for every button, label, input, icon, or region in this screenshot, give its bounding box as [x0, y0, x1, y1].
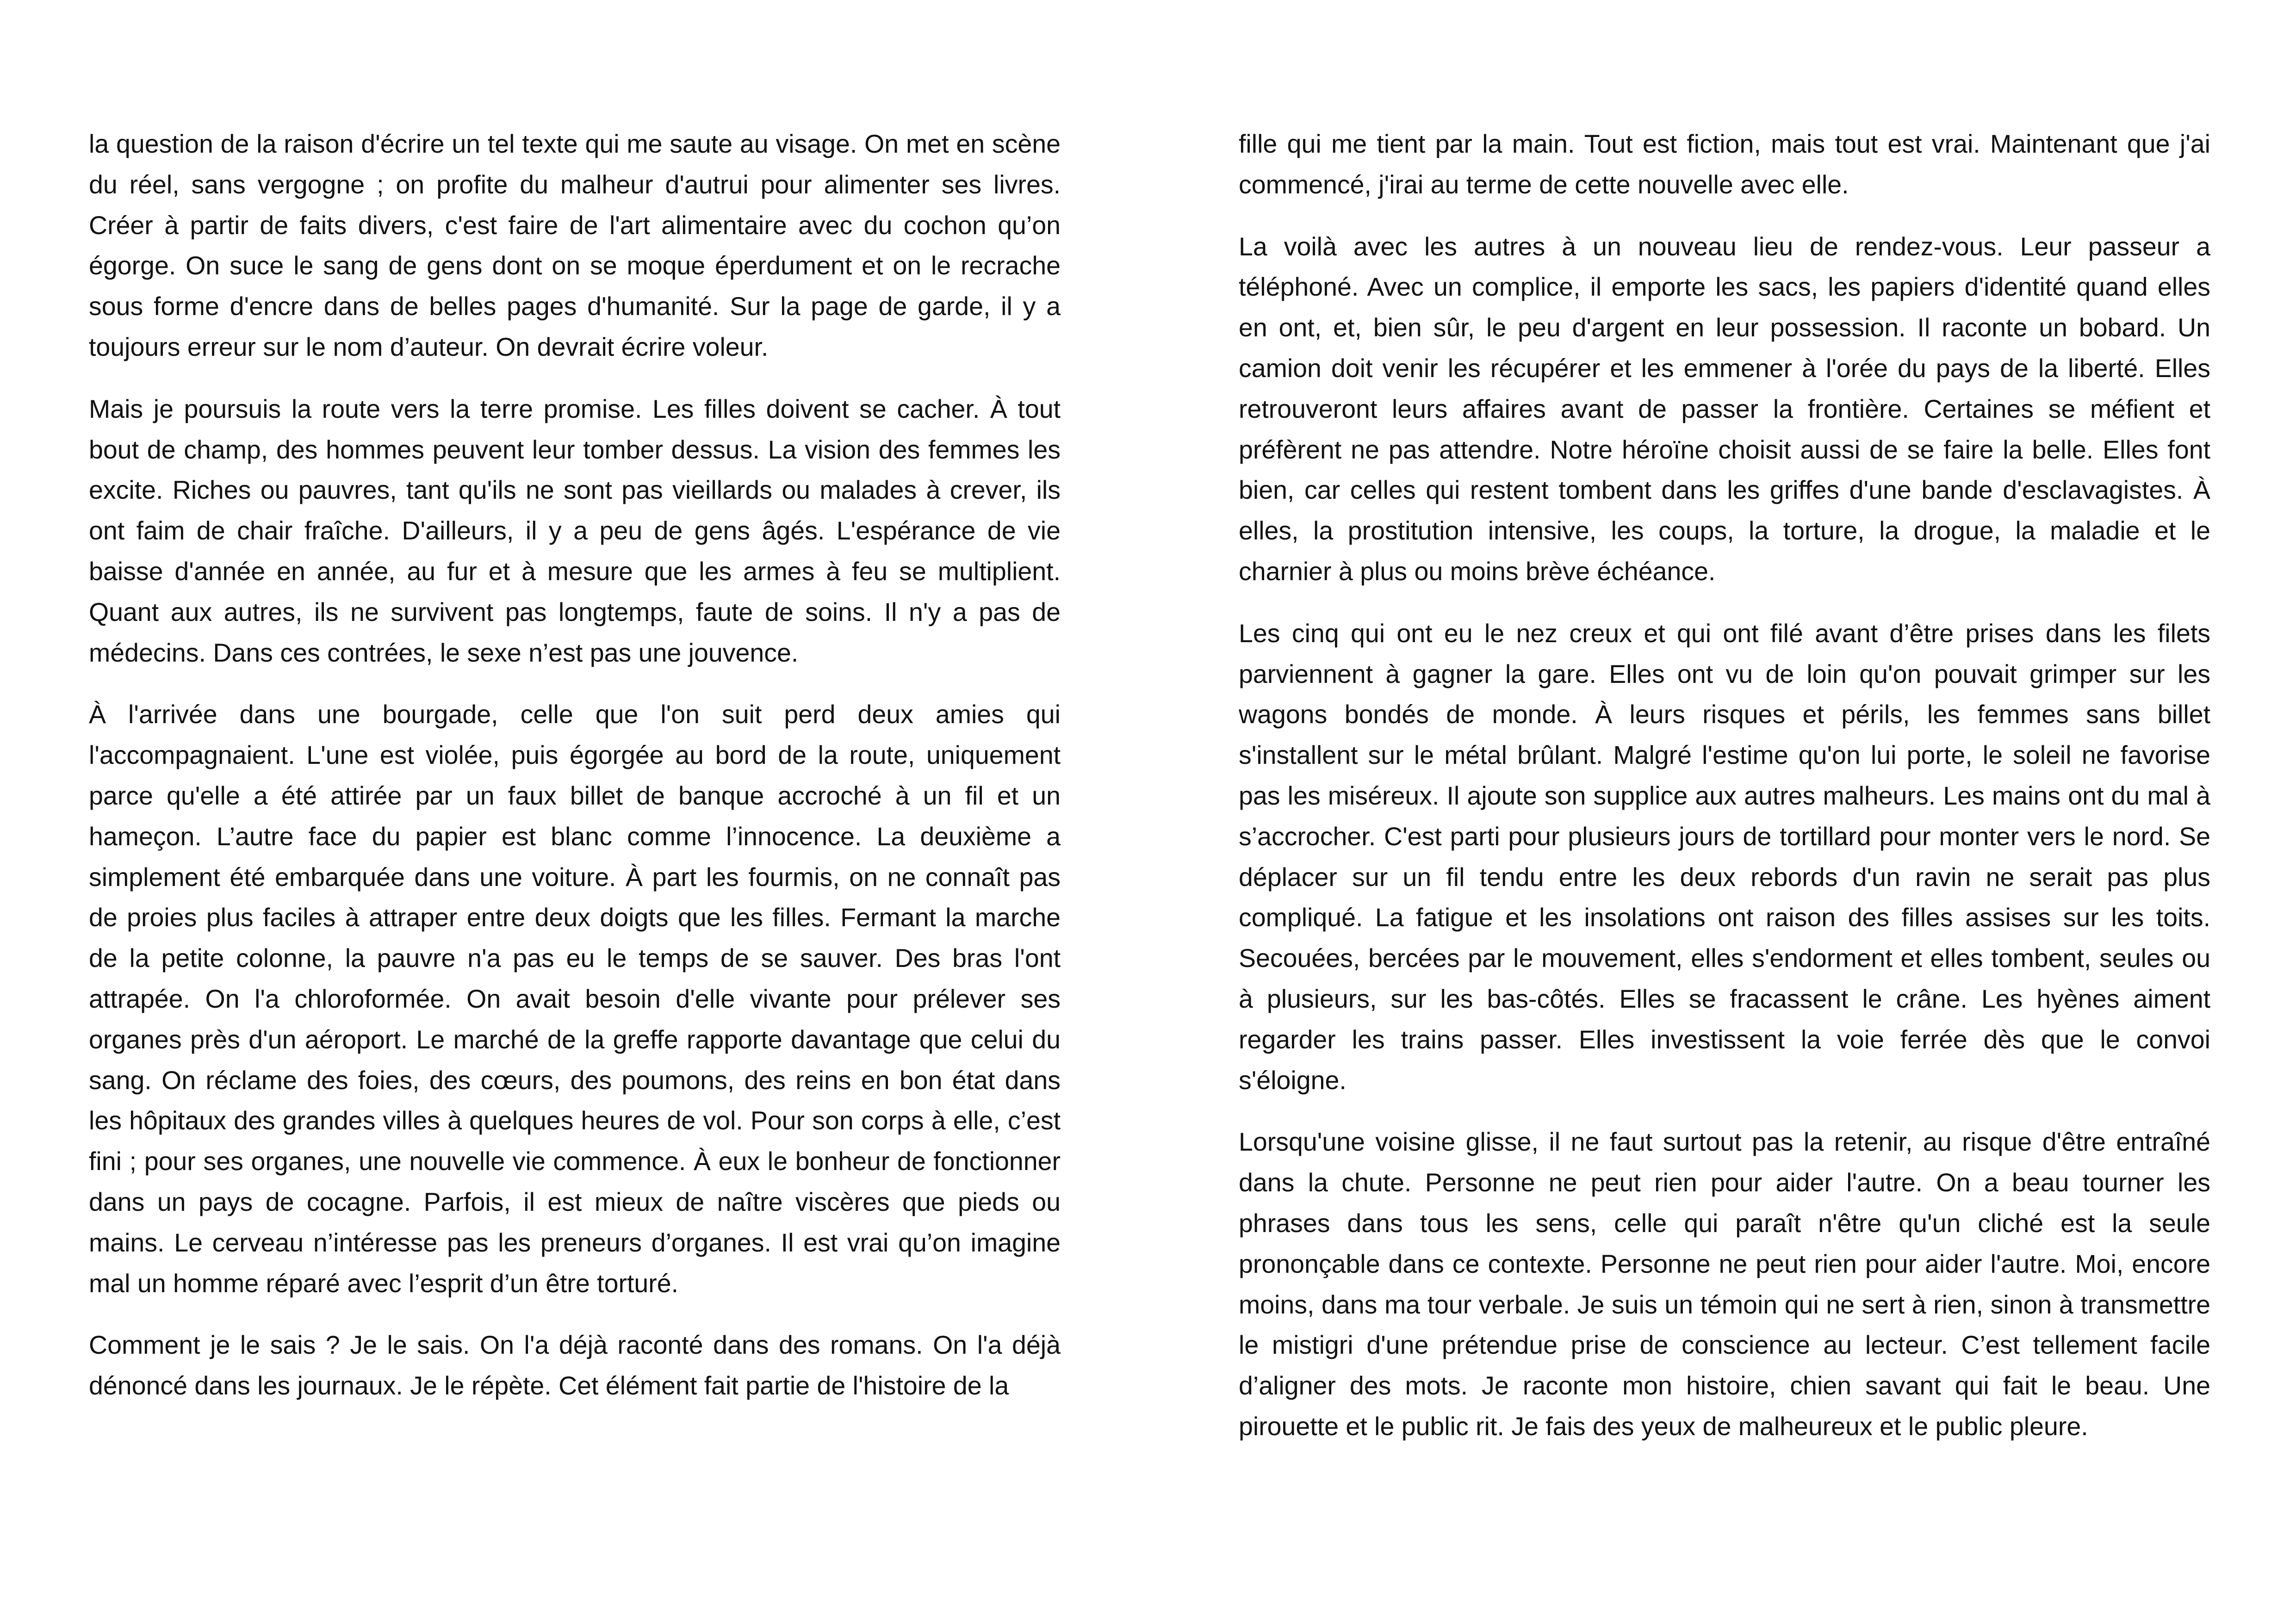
right-paragraph-3: Les cinq qui ont eu le nez creux et qui ont filé avant d’être prises dans les filets parviennent à gagner la gare. Elles ont vu de loin qu'on pouvait grimper sur les wagons bondés de monde. À leurs risques et périls, les femmes sans billet s'installent sur le métal brûlant. Malgré l'estime qu'on lui porte, le soleil ne favorise pas les miséreux. Il ajoute son supplice aux autres malheurs. Les mains ont du mal à s’accrocher. C'est parti pour plusieurs jours de tortillard pour monter vers le nord. Se déplacer sur un fil tendu entre les deux rebords d'un ravin ne serait pas plus compliqué. La fatigue et les insolations ont raison des filles assises sur les toits. Secouées, bercées par le mouvement, elles s'endorment et elles tombent, seules ou à plusieurs, sur les bas-côtés. Elles se fracassent le crâne. Les hyènes aiment regarder les trains passer. Elles investissent la voie ferrée dès que le convoi s'éloigne.: [1239, 619, 2210, 1095]
left-paragraph-3: À l'arrivée dans une bourgade, celle que l'on suit perd deux amies qui l'accompagnaient. L'une est violée, puis égorgée au bord de la route, uniquement parce qu'elle a été attirée par un faux billet de banque accroché à un fil et un hameçon. L’autre face du papier est blanc comme l’innocence. La deuxième a simplement été embarquée dans une voiture. À part les fourmis, on ne connaît pas de proies plus faciles à attraper entre deux doigts que les filles. Fermant la marche de la petite colonne, la pauvre n'a pas eu le temps de se sauver. Des bras l'ont attrapée. On l'a chloroformée. On avait besoin d'elle vivante pour prélever ses organes près d'un aéroport. Le marché de la greffe rapporte davantage que celui du sang. On réclame des foies, des cœurs, des poumons, des reins en bon état dans les hôpitaux des grandes villes à quelques heures de vol. Pour son corps à elle, c’est fini ; pour ses organes, une nouvelle vie commence. À eux le bonheur de fonctionner dans un pays de cocagne. Parfois, il est mieux de naître viscères que pieds ou mains. Le cerveau n’intéresse pas les preneurs d’organes. Il est vrai qu’on imagine mal un homme réparé avec l’esprit d’un être torturé.: [89, 700, 1061, 1298]
right-paragraph-4: Lorsqu'une voisine glisse, il ne faut surtout pas la retenir, au risque d'être entraîné dans la chute. Personne ne peut rien pour aider l'autre. On a beau tourner les phrases dans tous les sens, celle qui paraît n'être qu'un cliché est la seule prononçable dans ce contexte. Personne ne peut rien pour aider l'autre. Moi, encore moins, dans ma tour verbale. Je suis un témoin qui ne sert à rien, sinon à transmettre le mistigri d'une prétendue prise de conscience au lecteur. C’est tellement facile d’aligner des mots. Je raconte mon histoire, chien savant qui fait le beau. Une pirouette et le public rit. Je fais des yeux de malheureux et le public pleure.: [1239, 1127, 2210, 1441]
right-page: [1239, 124, 2210, 1468]
left-paragraph-4: Comment je le sais ? Je le sais. On l'a déjà raconté dans des romans. On l'a déjà dénoncé dans les journaux. Je le répète. Cet élément fait partie de l'histoire de la: [89, 1331, 1061, 1400]
right-paragraph-2: La voilà avec les autres à un nouveau lieu de rendez-vous. Leur passeur a téléphoné. Avec un complice, il emporte les sacs, les papiers d'identité quand elles en ont, et, bien sûr, le peu d'argent en leur possession. Il raconte un bobard. Un camion doit venir les récupérer et les emmener à l'orée du pays de la liberté. Elles retrouveront leurs affaires avant de passer la frontière. Certaines se méfient et préfèrent ne pas attendre. Notre héroïne choisit aussi de se faire la belle. Elles font bien, car celles qui restent tombent dans les griffes d'une bande d'esclavagistes. À elles, la prostitution intensive, les coups, la torture, la drogue, la maladie et le charnier à plus ou moins brève échéance.: [1239, 232, 2210, 586]
right-paragraph-1: fille qui me tient par la main. Tout est fiction, mais tout est vrai. Maintenant que j'ai commencé, j'irai au terme de cette nouvelle avec elle.: [1239, 130, 2210, 199]
left-paragraph-1: la question de la raison d'écrire un tel texte qui me saute au visage. On met en scène du réel, sans vergogne ; on profite du malheur d'autrui pour alimenter ses livres. Créer à partir de faits divers, c'est faire de l'art alimentaire avec du cochon qu’on égorge. On suce le sang de gens dont on se moque éperdument et on le recrache sous forme d'encre dans de belles pages d'humanité. Sur la page de garde, il y a toujours erreur sur le nom d’auteur. On devrait écrire voleur.: [89, 130, 1061, 361]
left-paragraph-2: Mais je poursuis la route vers la terre promise. Les filles doivent se cacher. À tout bout de champ, des hommes peuvent leur tomber dessus. La vision des femmes les excite. Riches ou pauvres, tant qu'ils ne sont pas vieillards ou malades à crever, ils ont faim de chair fraîche. D'ailleurs, il y a peu de gens âgés. L'espérance de vie baisse d'année en année, au fur et à mesure que les armes à feu se multiplient. Quant aux autres, ils ne survivent pas longtemps, faute de soins. Il n'y a pas de médecins. Dans ces contrées, le sexe n’est pas une jouvence.: [89, 394, 1061, 667]
left-page: [89, 124, 1061, 1428]
